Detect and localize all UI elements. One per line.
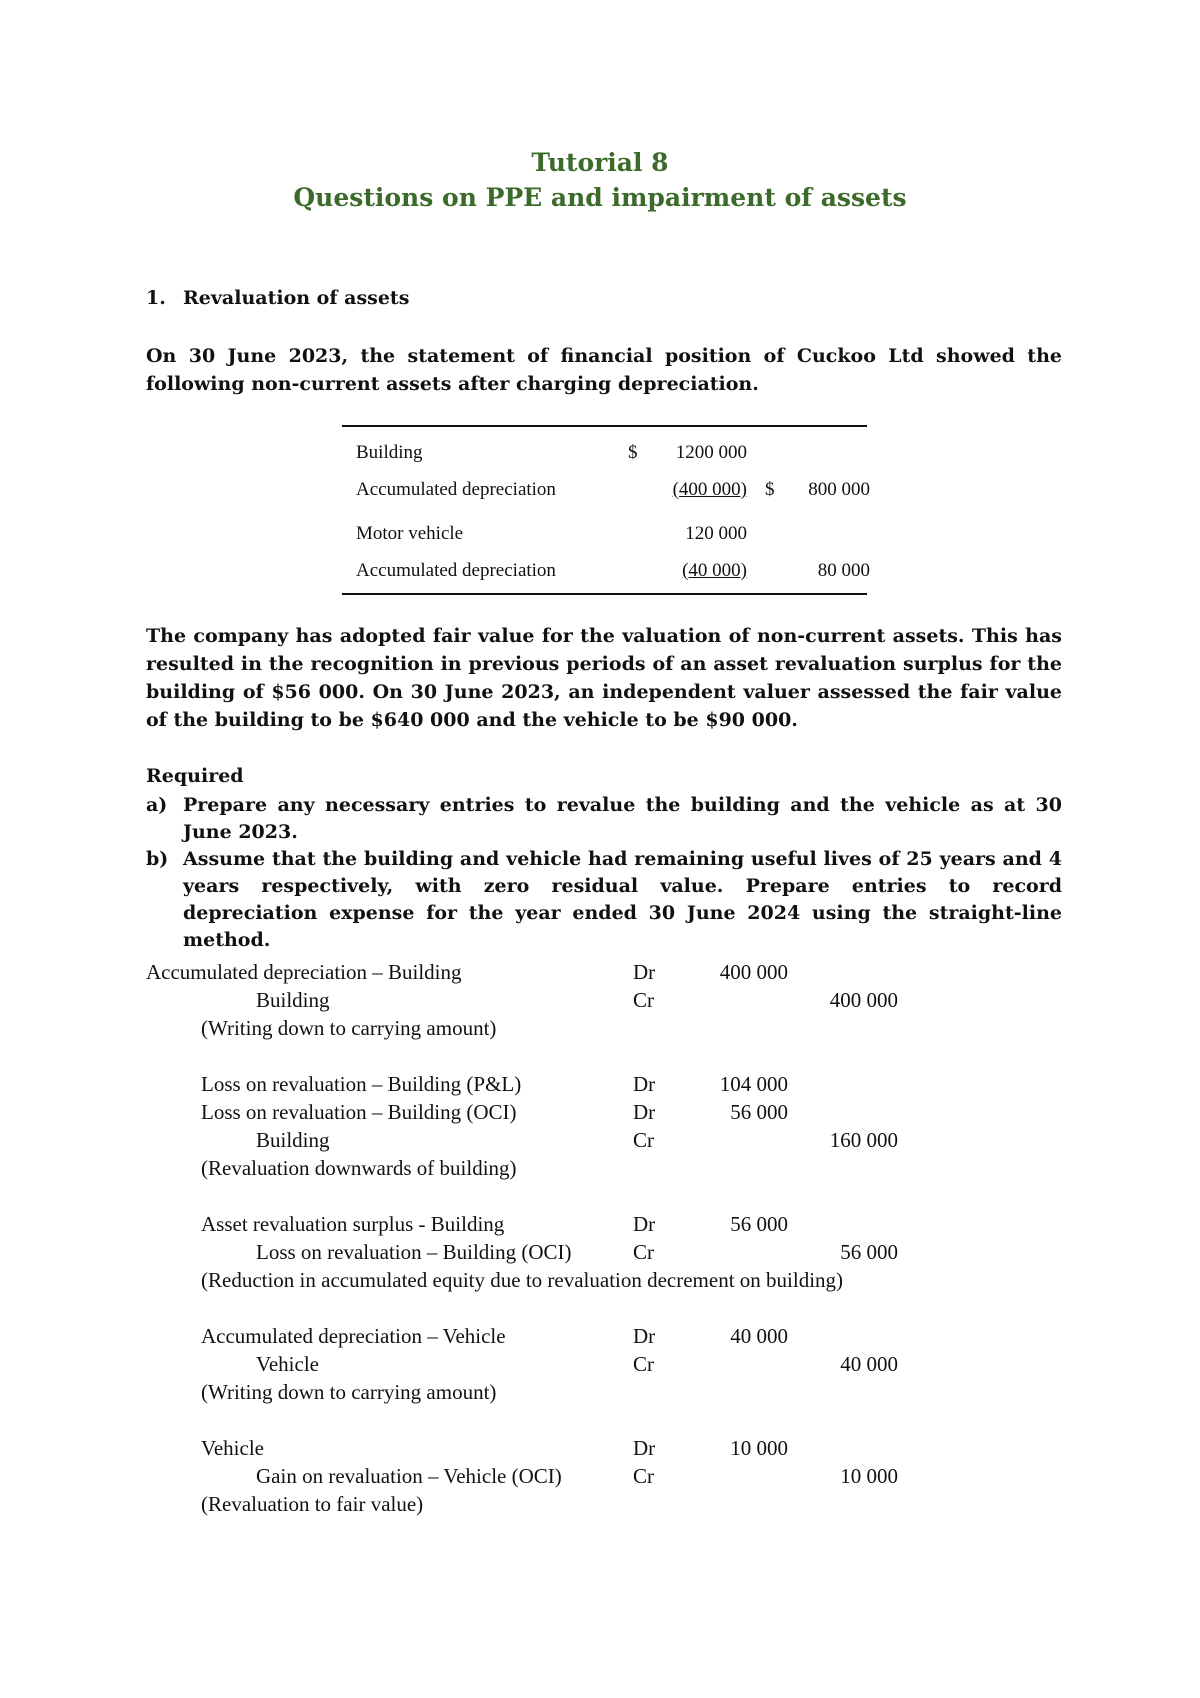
journal-narration: (Revaluation to fair value) <box>201 1492 424 1516</box>
tutorial-title: Tutorial 8 <box>531 148 669 177</box>
journal-side: Dr <box>633 1072 656 1096</box>
balance-label: Motor vehicle <box>356 523 464 544</box>
journal-account: Gain on revaluation – Vehicle (OCI) <box>256 1464 562 1488</box>
journal-account: Loss on revaluation – Building (OCI) <box>201 1100 517 1124</box>
journal-side: Dr <box>633 960 656 984</box>
journal-side: Dr <box>633 1436 656 1460</box>
journal-account: Accumulated depreciation – Building <box>146 960 462 984</box>
journal-account: Accumulated depreciation – Vehicle <box>201 1324 506 1348</box>
journal-narration: (Revaluation downwards of building) <box>201 1156 517 1180</box>
journal-credit: 10 000 <box>840 1464 898 1488</box>
balance-label: Accumulated depreciation <box>356 560 556 581</box>
journal-credit: 160 000 <box>829 1128 898 1152</box>
balance-net-amount: 800 000 <box>808 479 870 500</box>
journal-account: Building <box>256 1128 330 1152</box>
balance-amount: 120 000 <box>685 523 747 544</box>
journal-narration: (Writing down to carrying amount) <box>201 1016 497 1040</box>
journal-debit: 56 000 <box>730 1212 788 1236</box>
journal-account: Vehicle <box>201 1436 264 1460</box>
journal-credit: 400 000 <box>829 988 898 1012</box>
required-label: Required <box>146 765 244 787</box>
table-top-rule <box>342 425 867 427</box>
journal-account: Loss on revaluation – Building (OCI) <box>256 1240 572 1264</box>
question-body: The company has adopted fair value for the valuation of non-current assets. This has resulted in the recognition in previous periods of an asset revaluation surplus for the building of $56 000. On 30 June 2023, an independent valuer assessed the fair value of the building to be $640 000 and the vehicle to be $90 000. <box>146 625 1062 731</box>
balance-net-amount: 80 000 <box>817 560 870 581</box>
journal-credit: 40 000 <box>840 1352 898 1376</box>
currency-symbol: $ <box>628 442 638 463</box>
journal-narration: (Reduction in accumulated equity due to revaluation decrement on building) <box>201 1268 844 1292</box>
journal-side: Cr <box>633 988 654 1012</box>
question-heading: Revaluation of assets <box>183 287 410 309</box>
balance-amount: (400 000) <box>672 479 747 500</box>
requirement-label: b) <box>146 848 169 870</box>
journal-account: Vehicle <box>256 1352 319 1376</box>
requirement-label: a) <box>146 794 168 816</box>
balance-amount: 1200 000 <box>675 442 747 463</box>
journal-narration: (Writing down to carrying amount) <box>201 1380 497 1404</box>
table-bottom-rule <box>342 593 867 595</box>
balance-label: Accumulated depreciation <box>356 479 556 500</box>
journal-credit: 56 000 <box>840 1240 898 1264</box>
journal-debit: 56 000 <box>730 1100 788 1124</box>
journal-account: Building <box>256 988 330 1012</box>
journal-side: Cr <box>633 1240 654 1264</box>
journal-side: Dr <box>633 1212 656 1236</box>
journal-account: Loss on revaluation – Building (P&L) <box>201 1072 522 1096</box>
journal-side: Dr <box>633 1324 656 1348</box>
question-intro: On 30 June 2023, the statement of financial position of Cuckoo Ltd showed the following non-current assets after charging depreciation. <box>146 345 1062 395</box>
balance-label: Building <box>356 442 423 463</box>
currency-symbol: $ <box>765 479 775 500</box>
journal-account: Asset revaluation surplus - Building <box>201 1212 505 1236</box>
journal-debit: 10 000 <box>730 1436 788 1460</box>
requirement-text: Prepare any necessary entries to revalue the building and the vehicle as at 30 June 2023. <box>183 794 1062 843</box>
balance-amount: (40 000) <box>682 560 747 581</box>
requirement-a <box>146 792 1062 846</box>
journal-side: Cr <box>633 1464 654 1488</box>
tutorial-subtitle: Questions on PPE and impairment of assets <box>293 183 907 212</box>
journal-debit: 104 000 <box>719 1072 788 1096</box>
requirement-b <box>146 846 1062 954</box>
journal-side: Cr <box>633 1128 654 1152</box>
journal-side: Dr <box>633 1100 656 1124</box>
journal-debit: 40 000 <box>730 1324 788 1348</box>
journal-side: Cr <box>633 1352 654 1376</box>
requirement-text: Assume that the building and vehicle had remaining useful lives of 25 years and 4 years respectively, with zero residual value. Prepare entries to record depreciation expense for the year ended 30 June 2024 using the straight-line method. <box>183 848 1062 951</box>
question-number: 1. <box>146 287 166 309</box>
journal-debit: 400 000 <box>719 960 788 984</box>
